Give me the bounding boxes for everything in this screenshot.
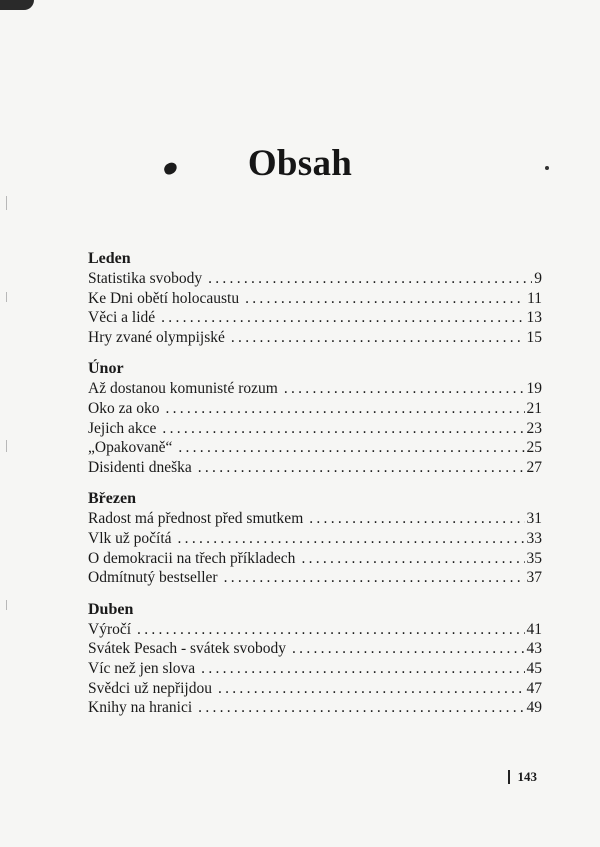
dot-leader: [231, 328, 525, 348]
toc-entry-title: Hry zvané olympijské: [88, 328, 225, 346]
dot-leader: [165, 399, 524, 419]
toc-entry-page: 41: [526, 620, 542, 638]
toc-entry-page: 27: [526, 458, 542, 476]
toc-entry: [88, 679, 542, 699]
toc-section: [88, 359, 542, 477]
page-title: Obsah: [247, 143, 353, 184]
dot-leader: [137, 620, 524, 640]
dot-leader: [301, 549, 524, 569]
toc-section: [88, 600, 542, 718]
toc-entry: [88, 379, 542, 399]
toc-entry-page: 13: [526, 309, 542, 327]
section-heading: Únor: [88, 360, 124, 378]
dot-leader: [284, 379, 525, 399]
page-number: 143: [517, 769, 537, 784]
toc-section: [88, 249, 542, 347]
toc-entry: [88, 529, 542, 549]
dot-leader: [201, 659, 524, 679]
toc-entry: [88, 328, 542, 348]
toc-entry: [88, 438, 542, 458]
toc-entry-title: Knihy na hranici: [88, 699, 193, 717]
toc-entry-title: „Opakovaně“: [88, 439, 173, 457]
toc-entry-title: Radost má přednost před smutkem: [88, 510, 304, 528]
dot-leader: [198, 698, 524, 718]
toc-entry-page: 19: [526, 380, 542, 398]
toc-entry-page: 9: [534, 270, 542, 287]
toc-entry: [88, 289, 542, 309]
dot-leader: [224, 568, 525, 588]
toc-entry-title: Oko za oko: [88, 399, 160, 417]
toc-entry-page: 37: [526, 569, 542, 587]
footer-divider: [508, 770, 510, 784]
scan-edge-marks: [6, 0, 10, 847]
toc-entry-title: Svátek Pesach - svátek svobody: [88, 640, 287, 658]
toc-entry: [88, 509, 542, 529]
dot-leader: [218, 679, 525, 699]
page-footer: [508, 769, 537, 785]
toc-entry-title: Věci a lidé: [88, 309, 156, 327]
toc-entry-page: 35: [526, 549, 542, 567]
toc-entry-page: 31: [526, 510, 542, 528]
toc-entry-page: 15: [526, 328, 542, 346]
toc-entry: [88, 269, 542, 289]
toc-entry-title: Jejich akce: [88, 419, 157, 437]
toc-entry: [88, 308, 542, 328]
toc-entry: [88, 620, 542, 640]
section-heading: Březen: [88, 490, 136, 508]
toc-section: [88, 489, 542, 587]
toc-entry-page: 11: [527, 289, 542, 307]
dot-leader: [178, 438, 524, 458]
toc-entry-title: Svědci už nepřijdou: [88, 679, 212, 697]
toc-entry-page: 25: [526, 439, 542, 457]
toc-entry-title: Statistika svobody: [88, 270, 203, 287]
table-of-contents: [88, 249, 542, 730]
toc-entry-page: 33: [526, 529, 542, 547]
toc-entry-title: Odmítnutý bestseller: [88, 569, 218, 587]
dot-leader: [208, 269, 532, 289]
dot-leader: [161, 308, 524, 328]
toc-entry: [88, 399, 542, 419]
toc-entry: [88, 458, 542, 478]
toc-entry: [88, 568, 542, 588]
dot-leader: [245, 289, 525, 309]
section-heading: Duben: [88, 600, 134, 618]
toc-entry-title: O demokracii na třech příkladech: [88, 549, 296, 567]
toc-entry-title: Disidenti dneška: [88, 458, 192, 476]
toc-entry: [88, 698, 542, 718]
dot-leader: [178, 529, 525, 549]
toc-entry: [88, 639, 542, 659]
dot-leader: [309, 509, 524, 529]
toc-entry-page: 43: [526, 640, 542, 658]
dot-leader: [292, 639, 524, 659]
toc-entry-title: Výročí: [88, 620, 132, 638]
toc-entry: [88, 549, 542, 569]
toc-entry-page: 47: [526, 679, 542, 697]
toc-entry-page: 45: [526, 659, 542, 677]
toc-entry-title: Až dostanou komunisté rozum: [88, 380, 278, 398]
toc-entry-page: 49: [526, 699, 542, 717]
toc-entry-page: 23: [526, 419, 542, 437]
toc-entry-title: Víc než jen slova: [88, 659, 196, 677]
toc-entry-title: Vlk už počítá: [88, 529, 172, 547]
toc-entry: [88, 419, 542, 439]
dot-leader: [162, 419, 524, 439]
section-heading: Leden: [88, 250, 131, 267]
toc-entry-title: Ke Dni obětí holocaustu: [88, 289, 240, 307]
toc-entry: [88, 659, 542, 679]
toc-entry-page: 21: [526, 399, 542, 417]
dot-leader: [198, 458, 525, 478]
